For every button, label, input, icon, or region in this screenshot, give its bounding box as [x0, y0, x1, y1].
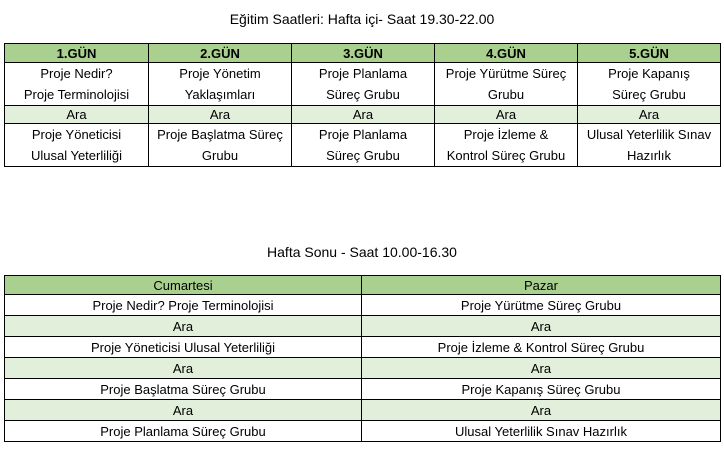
session-cell: Proje Yöneticisi Ulusal Yeterliliği: [5, 337, 362, 358]
break-cell: Ara: [292, 106, 435, 124]
session-cell: Proje Yürütme Süreç Grubu: [362, 295, 721, 316]
break-cell: Ara: [5, 358, 362, 379]
session-cell: Proje Kapanış Süreç Grubu: [362, 379, 721, 400]
weekend-schedule-table: [4, 275, 721, 442]
session-cell: Proje Yürütme Süreç Grubu: [435, 63, 578, 106]
session-cell: Proje Yönetim Yaklaşımları: [149, 63, 292, 106]
break-cell: Ara: [435, 106, 578, 124]
session-cell: Proje Yöneticisi Ulusal Yeterliliği: [5, 124, 149, 167]
weekend-title: Hafta Sonu - Saat 10.00-16.30: [267, 244, 457, 260]
weekend-break-row: [5, 358, 721, 379]
day-header: Cumartesi: [5, 276, 362, 295]
break-cell: Ara: [362, 358, 721, 379]
day-header: 3.GÜN: [292, 44, 435, 63]
weekday-header-row: [5, 44, 721, 63]
weekend-break-row: [5, 316, 721, 337]
day-header: 4.GÜN: [435, 44, 578, 63]
session-cell: Ulusal Yeterlilik Sınav Hazırlık: [362, 421, 721, 442]
weekend-header-row: [5, 276, 721, 295]
day-header: Pazar: [362, 276, 721, 295]
break-cell: Ara: [362, 400, 721, 421]
session-cell: Proje İzleme & Kontrol Süreç Grubu: [362, 337, 721, 358]
weekday-session1-row: [5, 63, 721, 106]
break-cell: Ara: [578, 106, 721, 124]
weekend-row: [5, 337, 721, 358]
weekend-row: [5, 379, 721, 400]
break-cell: Ara: [362, 316, 721, 337]
weekend-row: [5, 421, 721, 442]
break-cell: Ara: [5, 106, 149, 124]
session-cell: Proje Kapanış Süreç Grubu: [578, 63, 721, 106]
weekday-title: Eğitim Saatleri: Hafta içi- Saat 19.30-22.00: [229, 11, 495, 27]
break-cell: Ara: [149, 106, 292, 124]
session-cell: Proje Başlatma Süreç Grubu: [5, 379, 362, 400]
break-cell: Ara: [5, 400, 362, 421]
weekend-break-row: [5, 400, 721, 421]
weekday-session2-row: [5, 124, 721, 167]
break-cell: Ara: [5, 316, 362, 337]
session-cell: Proje Nedir? Proje Terminolojisi: [5, 63, 149, 106]
session-cell: Proje Nedir? Proje Terminolojisi: [5, 295, 362, 316]
session-cell: Proje Planlama Süreç Grubu: [292, 63, 435, 106]
day-header: 1.GÜN: [5, 44, 149, 63]
session-cell: Proje Başlatma Süreç Grubu: [149, 124, 292, 167]
session-cell: Proje Planlama Süreç Grubu: [5, 421, 362, 442]
day-header: 5.GÜN: [578, 44, 721, 63]
session-cell: Proje İzleme & Kontrol Süreç Grubu: [435, 124, 578, 167]
weekend-row: [5, 295, 721, 316]
weekday-schedule-table: [4, 43, 721, 167]
day-header: 2.GÜN: [149, 44, 292, 63]
weekday-break-row: [5, 106, 721, 124]
session-cell: Ulusal Yeterlilik Sınav Hazırlık: [578, 124, 721, 167]
session-cell: Proje Planlama Süreç Grubu: [292, 124, 435, 167]
